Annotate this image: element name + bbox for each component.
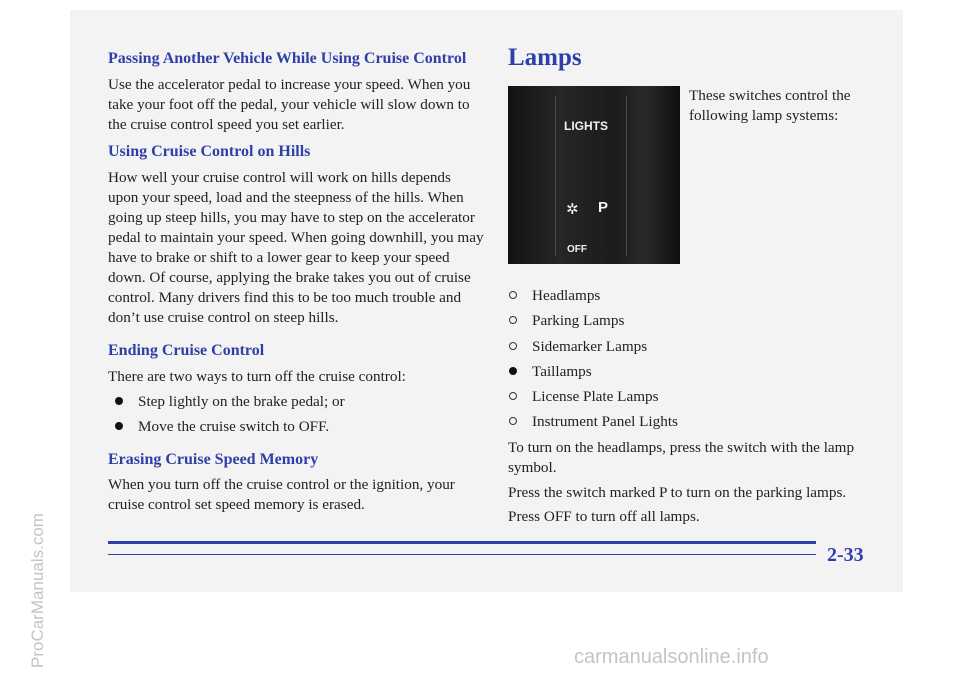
bottom-watermark: carmanualsonline.info bbox=[574, 646, 769, 668]
footer-rule-thin bbox=[108, 554, 816, 555]
list-item: Sidemarker Lamps bbox=[506, 337, 647, 357]
paragraph-ending-cruise: There are two ways to turn off the cruise control: bbox=[108, 368, 406, 385]
heading-erasing-memory: Erasing Cruise Speed Memory bbox=[108, 451, 319, 468]
list-item: Parking Lamps bbox=[506, 311, 624, 331]
list-item: Taillamps bbox=[506, 362, 592, 382]
headlamp-sun-icon: ✲ bbox=[566, 200, 579, 218]
heading-ending-cruise: Ending Cruise Control bbox=[108, 342, 265, 359]
page-title: Lamps bbox=[508, 44, 582, 71]
photo-label-lights: LIGHTS bbox=[564, 119, 608, 133]
bullet-icon bbox=[509, 316, 517, 324]
paragraph-off: Press OFF to turn off all lamps. bbox=[508, 508, 700, 525]
paragraph-passing-vehicle: Use the accelerator pedal to increase your speed. When you take your foot off the pedal, your vehicle will slow down to the cruise control speed you set earlier. bbox=[108, 76, 471, 133]
bullet-icon bbox=[115, 422, 123, 430]
paragraph-cruise-hills: How well your cruise control will work on hills depends upon your speed, load and the steepness of the hills. When going up steep hills, you may have to step on the accelerator pedal to maintain your speed. When going downhill, you may have to brake or shift to a lower gear to keep your speed down. Of course, applying the brake takes you out of cruise control. Many drivers find this to be too much trouble and don’t use cruise control on steep hills. bbox=[108, 169, 484, 326]
paragraph-lamps-intro: These switches control the following lamp systems: bbox=[689, 87, 851, 124]
heading-cruise-hills: Using Cruise Control on Hills bbox=[108, 143, 311, 160]
list-item: Headlamps bbox=[506, 286, 600, 306]
bullet-icon bbox=[115, 397, 123, 405]
paragraph-parking: Press the switch marked P to turn on the parking lamps. bbox=[508, 484, 847, 501]
list-item: Step lightly on the brake pedal; or bbox=[112, 392, 345, 412]
bullet-icon bbox=[509, 367, 517, 375]
paragraph-headlamps: To turn on the headlamps, press the switch with the lamp symbol. bbox=[508, 439, 855, 476]
lamp-switch-photo bbox=[508, 86, 680, 264]
footer-rule bbox=[108, 541, 816, 544]
heading-passing-vehicle: Passing Another Vehicle While Using Cruise Control bbox=[108, 50, 467, 67]
list-item: Move the cruise switch to OFF. bbox=[112, 417, 329, 437]
paragraph-erasing-memory: When you turn off the cruise control or the ignition, your cruise control set speed memory is erased. bbox=[108, 476, 455, 513]
bullet-icon bbox=[509, 417, 517, 425]
list-item: License Plate Lamps bbox=[506, 387, 659, 407]
list-item: Instrument Panel Lights bbox=[506, 412, 678, 432]
bullet-icon bbox=[509, 392, 517, 400]
bullet-icon bbox=[509, 291, 517, 299]
page-number: 2-33 bbox=[827, 544, 864, 566]
photo-label-p: P bbox=[598, 199, 609, 216]
side-watermark: ProCarManuals.com bbox=[28, 513, 47, 668]
photo-label-off: OFF bbox=[567, 244, 587, 255]
bullet-icon bbox=[509, 342, 517, 350]
